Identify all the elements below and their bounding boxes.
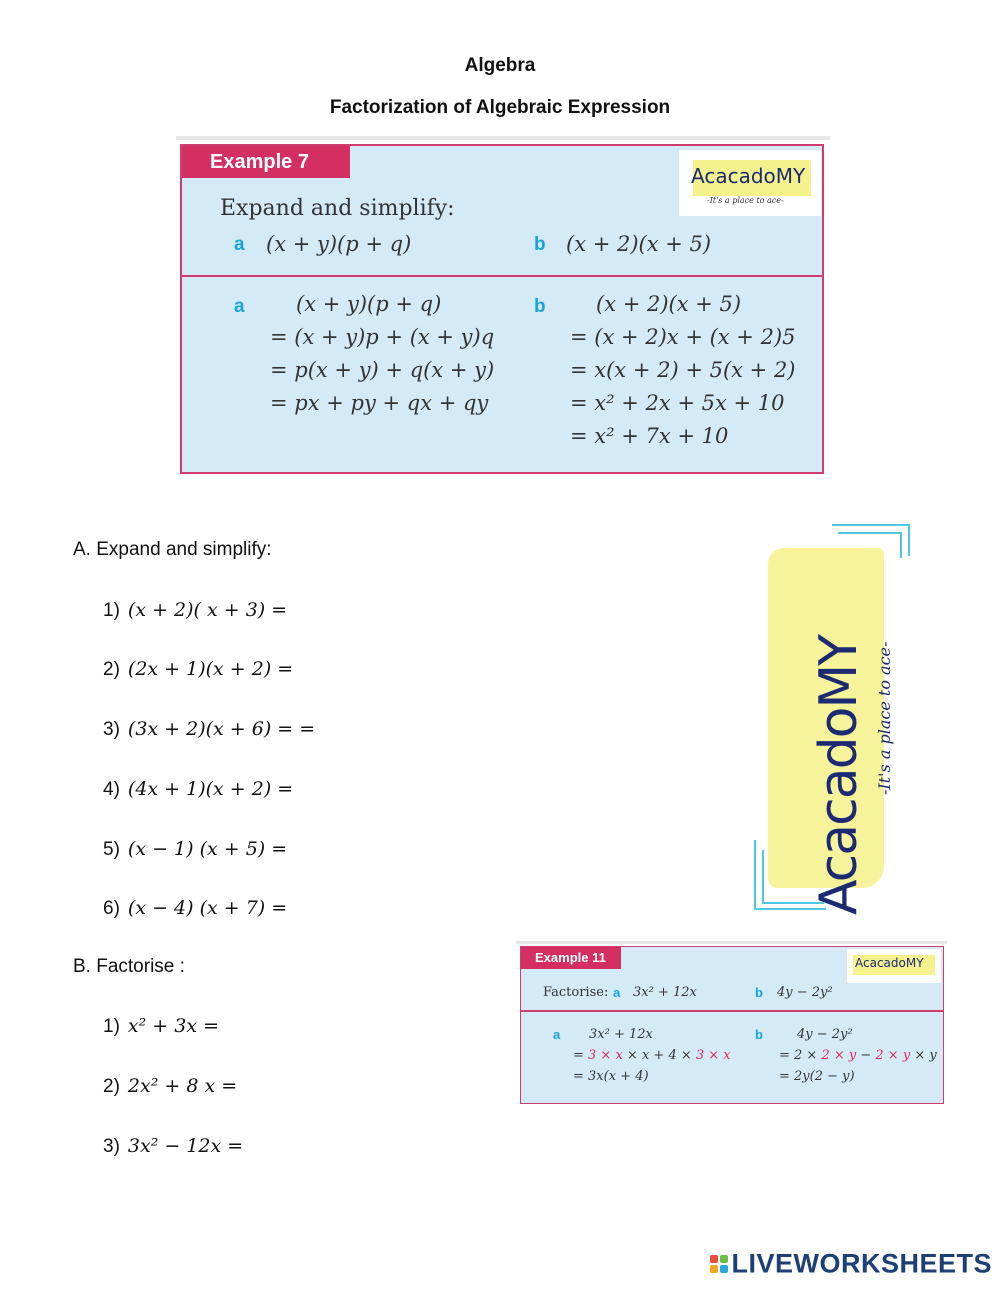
question-number: 3) — [103, 1136, 120, 1157]
example11-b-step: 4y − 2y² — [797, 1027, 853, 1042]
question-number: 6) — [103, 898, 120, 919]
page-title: Algebra — [464, 55, 536, 76]
example11-a-question: 3x² + 12x — [633, 985, 697, 1000]
example7-top-strip — [176, 136, 830, 140]
question-a2 — [103, 658, 293, 681]
example7-divider — [182, 275, 822, 277]
question-number: 1) — [103, 1016, 120, 1037]
example11-a-step: = 3x(x + 4) — [573, 1069, 649, 1084]
question-expression: (x + 2)( x + 3) = — [127, 599, 288, 621]
example7-logo — [679, 150, 821, 216]
side-logo-text: AcacadoMY — [809, 635, 869, 915]
example7-b-step: = x(x + 2) + 5(x + 2) — [570, 358, 796, 382]
question-number: 3) — [103, 719, 120, 740]
example7-a-step: = p(x + y) + q(x + y) — [270, 358, 495, 382]
example11-b-step — [779, 1048, 937, 1063]
question-number: 2) — [103, 659, 120, 680]
question-b3 — [103, 1135, 243, 1158]
question-a5 — [103, 838, 287, 861]
example11-logo — [847, 949, 941, 983]
step-text: − — [856, 1048, 876, 1063]
example7-a-question: (x + y)(p + q) — [266, 232, 412, 256]
example11-box — [520, 946, 944, 1104]
example11-logo-text: AcacadoMY — [855, 956, 924, 970]
highlight-factor: 3 × x — [588, 1048, 623, 1063]
question-expression: (x − 1) (x + 5) = — [127, 838, 288, 860]
example7-b-step: = x² + 2x + 5x + 10 — [570, 391, 785, 415]
example11-a-step: 3x² + 12x — [589, 1027, 653, 1042]
step-text: = 2 × — [779, 1048, 822, 1063]
step-text: = — [573, 1048, 589, 1063]
question-number: 5) — [103, 839, 120, 860]
example7-a-label: a — [234, 234, 245, 255]
example11-b-step: = 2y(2 − y) — [779, 1069, 855, 1084]
side-logo-sub: -It's a place to ace- — [875, 641, 894, 795]
highlight-factor: 2 × y — [875, 1048, 911, 1063]
example7-b-sol-label: b — [534, 296, 546, 317]
step-text: × y — [910, 1048, 937, 1063]
example7-a-step: = (x + y)p + (x + y)q — [270, 325, 495, 349]
example11-a-step — [573, 1048, 731, 1063]
example11-b-question: 4y − 2y² — [777, 985, 833, 1000]
question-a6 — [103, 897, 287, 920]
example7-a-step: = px + py + qx + qy — [270, 391, 489, 415]
example11-divider — [521, 1010, 943, 1012]
question-a1 — [103, 599, 287, 622]
question-a4 — [103, 778, 293, 801]
question-expression: 2x² + 8 x = — [127, 1075, 238, 1097]
liveworksheets-icon — [709, 1254, 731, 1274]
example11-b-label: b — [755, 985, 763, 1000]
example7-box — [180, 144, 824, 474]
step-text: × x + 4 × — [622, 1048, 696, 1063]
example7-prompt: Expand and simplify: — [220, 196, 455, 221]
example7-logo-text: AcacadoMY — [691, 164, 806, 188]
example7-logo-sub: -It's a place to ace- — [707, 196, 784, 205]
example11-prompt: Factorise: — [543, 985, 609, 1000]
question-b2 — [103, 1075, 237, 1098]
section-a-heading: A. Expand and simplify: — [73, 539, 272, 560]
example7-b-step: = x² + 7x + 10 — [570, 424, 729, 448]
example7-b-question: (x + 2)(x + 5) — [566, 232, 712, 256]
example11-a-sol-label: a — [553, 1027, 561, 1042]
example7-a-step: (x + y)(p + q) — [296, 292, 442, 316]
question-expression: 3x² − 12x = — [127, 1135, 244, 1157]
example7-b-step: = (x + 2)x + (x + 2)5 — [570, 325, 796, 349]
liveworksheets-logo — [709, 1247, 992, 1279]
example7-a-sol-label: a — [234, 296, 245, 317]
example11-b-sol-label: b — [755, 1027, 763, 1042]
section-b-heading: B. Factorise : — [73, 956, 185, 977]
question-number: 1) — [103, 600, 120, 621]
question-expression: (x − 4) (x + 7) = — [127, 897, 288, 919]
page-subtitle: Factorization of Algebraic Expression — [329, 97, 671, 118]
question-expression: (3x + 2)(x + 6) = = — [127, 718, 316, 740]
example7-b-step: (x + 2)(x + 5) — [596, 292, 742, 316]
question-expression: (2x + 1)(x + 2) = — [127, 658, 294, 680]
question-expression: x² + 3x = — [127, 1015, 220, 1037]
example7-badge: Example 7 — [182, 146, 350, 178]
question-number: 4) — [103, 779, 120, 800]
example7-b-label: b — [534, 234, 546, 255]
question-a3 — [103, 718, 315, 741]
highlight-factor: 2 × y — [821, 1048, 857, 1063]
example11-badge: Example 11 — [521, 947, 621, 969]
question-expression: (4x + 1)(x + 2) = — [127, 778, 294, 800]
highlight-factor: 3 × x — [695, 1048, 731, 1063]
example11-a-label: a — [613, 985, 621, 1000]
question-b1 — [103, 1015, 219, 1038]
side-logo — [750, 520, 915, 915]
question-number: 2) — [103, 1076, 120, 1097]
liveworksheets-text: LIVEWORKSHEETS — [731, 1248, 992, 1278]
example11-top-strip — [516, 941, 947, 944]
